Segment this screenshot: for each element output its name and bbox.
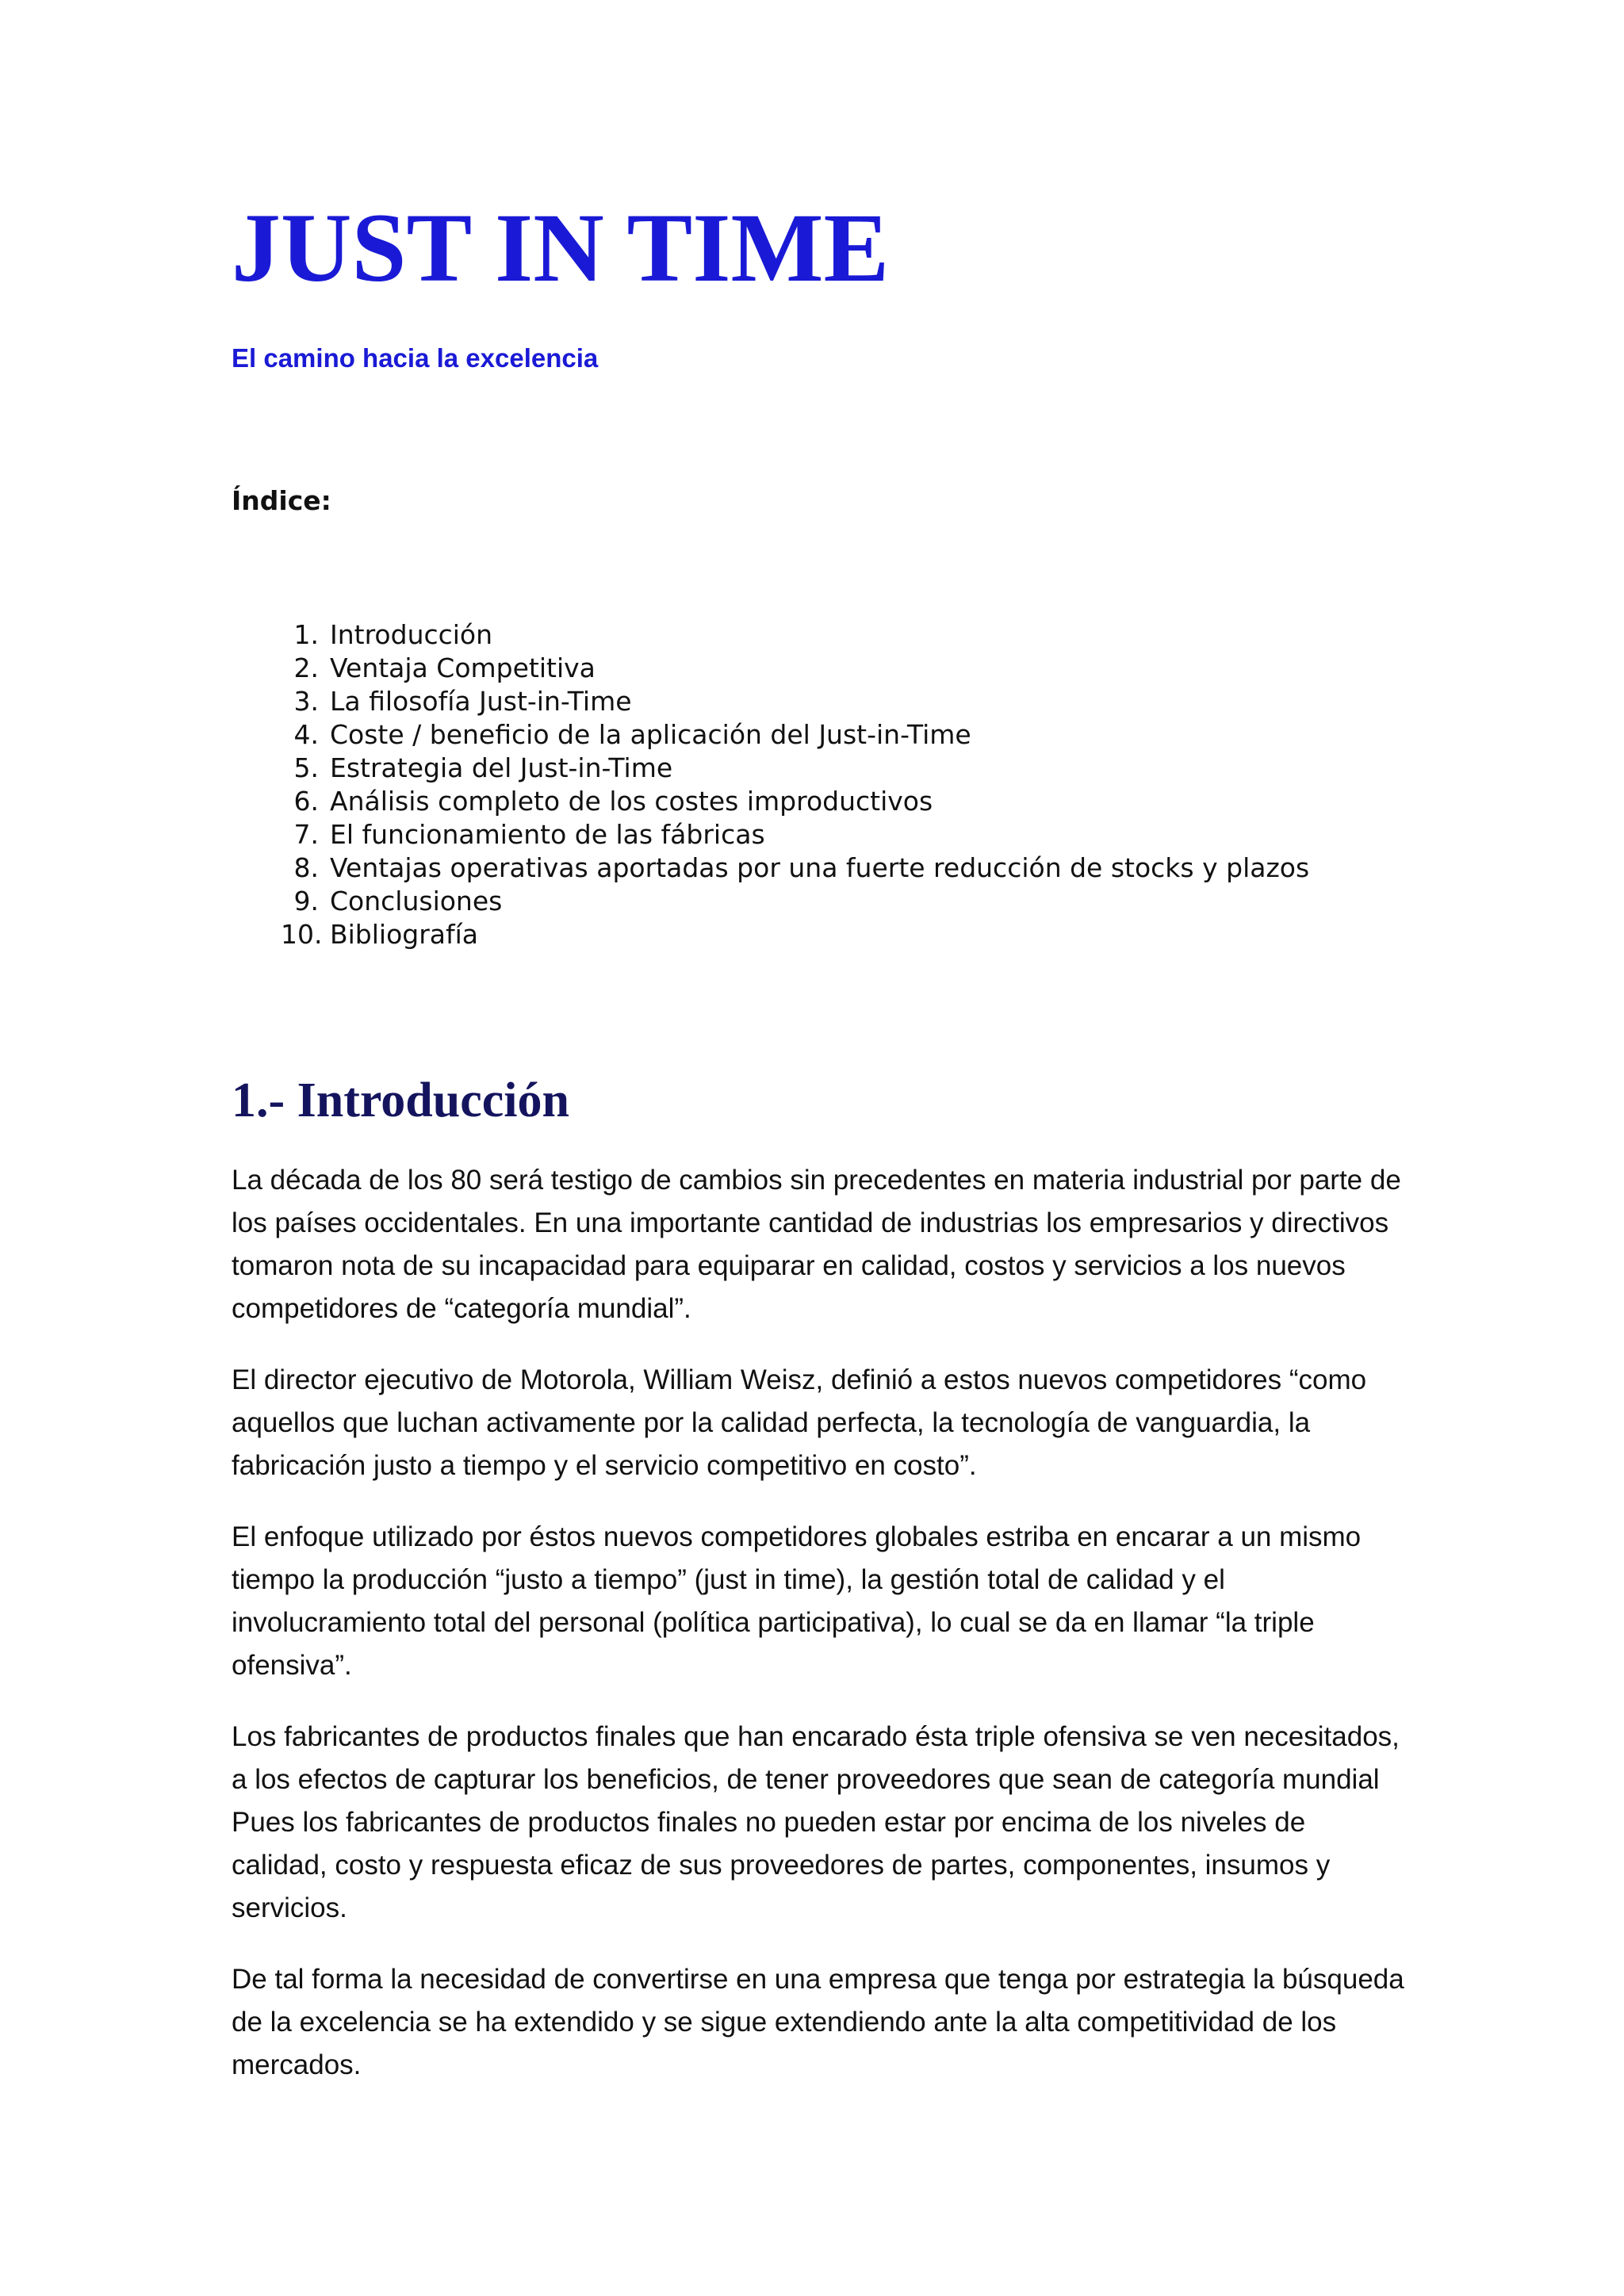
body-paragraph: El director ejecutivo de Motorola, William Weisz, definió a estos nuevos competidores “como aquellos que luchan activamente por la calidad perfecta, la tecnología de vanguardia, la fabricación justo a tiempo y el servicio competitivo en costo”. <box>232 1364 1367 1481</box>
section-body <box>232 1159 1405 2115</box>
toc-item <box>232 752 1309 785</box>
body-paragraph: De tal forma la necesidad de convertirse en una empresa que tenga por estrategia la búsqueda de la excelencia se ha extendido y se sigue extendiendo ante la alta competitividad de los mercados. <box>232 1964 1404 2080</box>
toc-item <box>232 818 1309 851</box>
toc-item <box>232 885 1309 918</box>
toc-item-number: 10. <box>281 919 323 950</box>
toc-item-label: Ventajas operativas aportadas por una fuerte reducción de stocks y plazos <box>330 852 1310 883</box>
toc-item-label: Bibliografía <box>330 919 479 950</box>
toc-item-number: 5. <box>293 752 319 783</box>
toc-item <box>232 718 1309 752</box>
toc-item-number: 3. <box>293 686 319 717</box>
toc-item-label: Conclusiones <box>330 886 503 916</box>
toc-item <box>232 652 1309 685</box>
toc-item <box>232 785 1309 818</box>
toc-item-number: 6. <box>293 786 319 817</box>
body-paragraph: Los fabricantes de productos finales que han encarado ésta triple ofensiva se ven necesitados, a los efectos de capturar los beneficios, de tener proveedores que sean de categoría mundial Pues los fabricantes de productos finales no pueden estar por encima de los niveles de calidad, costo y respuesta eficaz de sus proveedores de partes, componentes, insumos y servicios. <box>232 1721 1400 1923</box>
toc-item <box>232 685 1309 718</box>
document-subtitle: El camino hacia la excelencia <box>232 343 599 373</box>
toc-item <box>232 918 1309 951</box>
toc-item-number: 1. <box>293 619 319 650</box>
toc-item-label: Introducción <box>330 619 493 650</box>
toc-item-label: Estrategia del Just-in-Time <box>330 752 673 783</box>
body-paragraph: El enfoque utilizado por éstos nuevos competidores globales estriba en encarar a un mismo tiempo la producción “justo a tiempo” (just in time), la gestión total de calidad y el involucramiento total del personal (política participativa), lo cual se da en llamar “la triple ofensiva”. <box>232 1521 1362 1681</box>
section-heading-introduccion: 1.- Introducción <box>232 1073 570 1127</box>
body-paragraph: La década de los 80 será testigo de cambios sin precedentes en materia industrial por parte de los países occidentales. En una importante cantidad de industrias los empresarios y directivos tomaron nota de su incapacidad para equiparar en calidad, costos y servicios a los nuevos competidores de “categoría mundial”. <box>232 1165 1401 1324</box>
toc-item-number: 4. <box>293 719 319 750</box>
toc-item-label: Análisis completo de los costes improductivos <box>330 786 933 817</box>
toc-item-label: La filosofía Just-in-Time <box>330 686 632 717</box>
toc-item-number: 7. <box>293 819 319 850</box>
toc-item-number: 8. <box>293 852 319 883</box>
toc-item-label: El funcionamiento de las fábricas <box>330 819 765 850</box>
toc-item-label: Coste / beneficio de la aplicación del Just-in-Time <box>330 719 971 750</box>
toc-item-number: 9. <box>293 886 319 916</box>
table-of-contents <box>232 618 1309 951</box>
toc-item-number: 2. <box>293 652 319 683</box>
index-heading: Índice: <box>232 485 331 516</box>
toc-item-label: Ventaja Competitiva <box>330 652 596 683</box>
toc-item <box>232 851 1309 885</box>
toc-item <box>232 618 1309 652</box>
document-title: JUST IN TIME <box>232 193 890 302</box>
